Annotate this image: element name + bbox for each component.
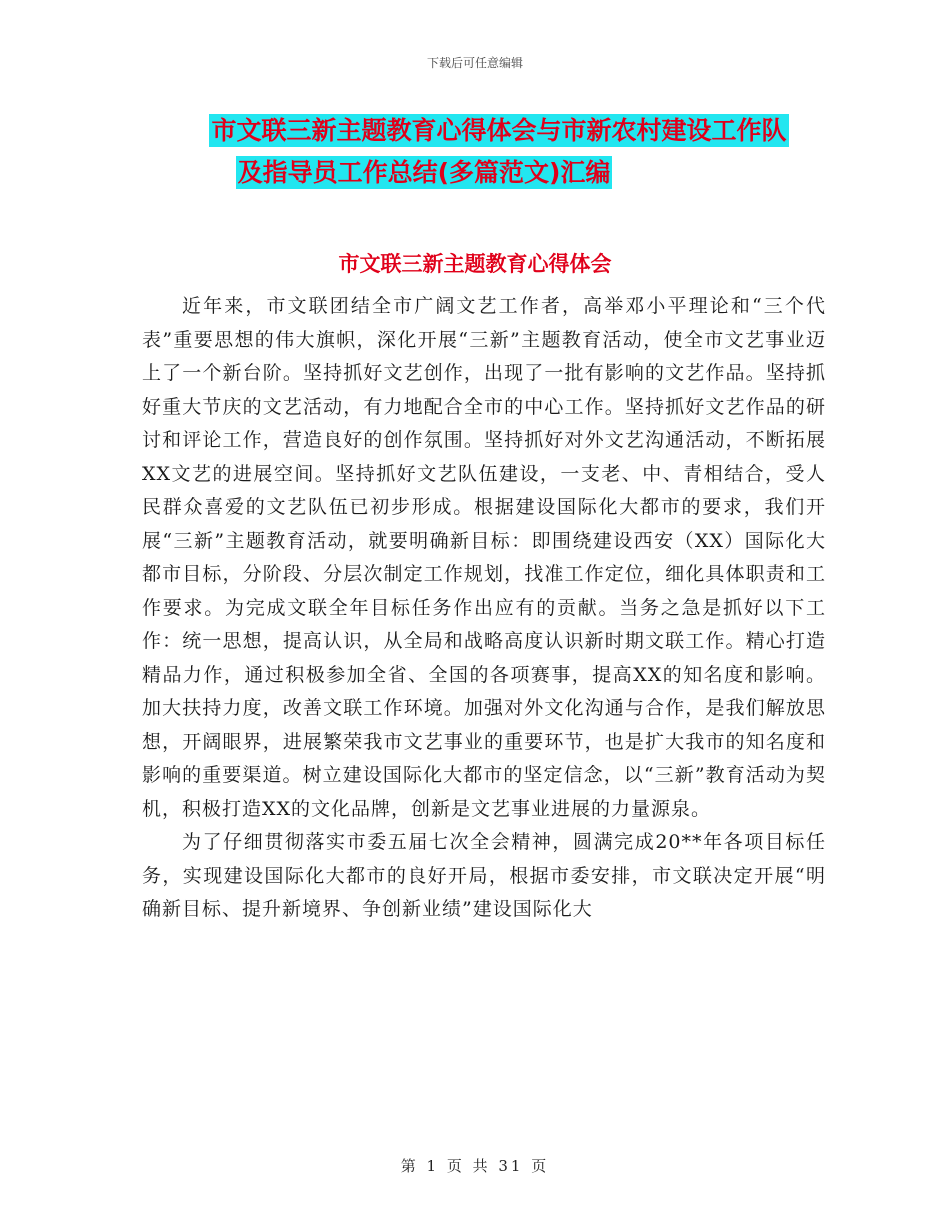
- section-title: 市文联三新主题教育心得体会: [338, 252, 612, 276]
- header-note: 下载后可任意编辑: [426, 56, 523, 70]
- paragraph: 为了仔细贯彻落实市委五届七次全会精神，圆满完成20**年各项目标任务，实现建设国际化大都市的良好开局，根据市委安排，市文联决定开展“明确新目标、提升新境界、争创新业绩”建设国际化大: [142, 831, 826, 920]
- document-title-line-2: [0, 156, 899, 190]
- document-title-line-1: [24, 114, 950, 148]
- document-title-text-1: 市文联三新主题教育心得体会与市新农村建设工作队: [211, 116, 787, 145]
- paragraph: 近年来，市文联团结全市广阔文艺工作者，高举邓小平理论和“三个代表”重要思想的伟大旗帜，深化开展“三新”主题教育活动，使全市文艺事业迈上了一个新台阶。坚持抓好文艺创作，出现了一批有影响的文艺作品。坚持抓好重大节庆的文艺活动，有力地配合全市的中心工作。坚持抓好文艺作品的研讨和评论工作，营造良好的创作氛围。坚持抓好对外文艺沟通活动，不断拓展XX文艺的进展空间。坚持抓好文艺队伍建设，一支老、中、青相结合，受人民群众喜爱的文艺队伍已初步形成。根据建设国际化大都市的要求，我们开展“三新”主题教育活动，就要明确新目标：即围绕建设西安（XX）国际化大都市目标，分阶段、分层次制定工作规划，找准工作定位，细化具体职责和工作要求。为完成文联全年目标任务作出应有的贡献。当务之急是抓好以下工作：统一思想，提高认识，从全局和战略高度认识新时期文联工作。精心打造精品力作，通过积极参加全省、全国的各项赛事，提高XX的知名度和影响。加大扶持力度，改善文联工作环境。加强对外文化沟通与合作，是我们解放思想，开阔眼界，进展繁荣我市文艺事业的重要环节，也是扩大我市的知名度和影响的重要渠道。树立建设国际化大都市的坚定信念，以“三新”教育活动为契机，积极打造XX的文化品牌，创新是文艺事业进展的力量源泉。: [142, 295, 826, 820]
- document-title-text-2: 及指导员工作总结(多篇范文)汇编: [237, 158, 611, 187]
- page-footer: 第 1 页 共 31 页: [400, 1157, 550, 1175]
- document-body: [142, 290, 826, 927]
